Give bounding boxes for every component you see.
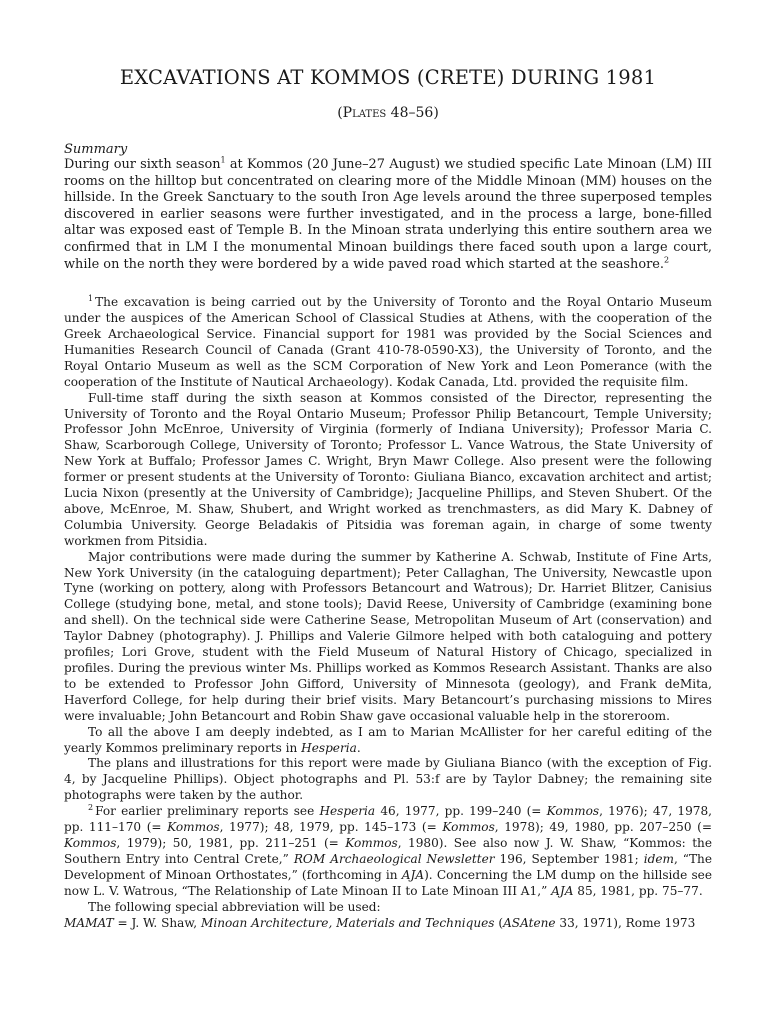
plans-paragraph: The plans and illustrations for this report were made by Giuliana Bianco (with the exception of Fig. 4, by Jacqueline Phillips). Object photographs and Pl. 53:f are by Taylor Dabney; the remaining site photographs were taken by the author. (64, 756, 712, 803)
plates-text: (Plates 48–56) (337, 105, 439, 121)
abbr-term: MAMAT (64, 915, 114, 930)
thanks-text-b: . (356, 740, 361, 755)
fn2-text-c: , 1976); 47, 1978, pp. 111–170 (= (64, 804, 712, 835)
fn2-text-k: 85, 1981, pp. 75–77. (573, 883, 703, 898)
thanks-text-a: To all the above I am deeply indebted, as I am to Marian McAllister for her careful editing of the yearly Kommos preliminary reports in (64, 724, 712, 755)
footnote-1-text: The excavation is being carried out by the University of Toronto and the Royal Ontario Museum under the auspices of the American School of Classical Studies at Athens, with the cooperation of the Greek Archaeological Service. Financial support for 1981 was provided by the Social Sciences and Humanities Research Council of Canada (Grant 410-78-0590-X3), the University of Toronto, and the Royal Ontario Museum as well as the SCM Corporation of New York and Leon Pomerance (with the cooperation of the Institute of Nautical Archaeology). Kodak Canada, Ltd. provided the requisite film. (64, 295, 712, 389)
summary-text-1: During our sixth season (64, 157, 221, 172)
fn2-aja-2: AJA (551, 883, 574, 898)
fn2-kommos-2: Kommos (167, 820, 220, 835)
abbr-text-b: ( (494, 915, 504, 930)
fn2-hesperia: Hesperia (319, 804, 376, 819)
abbr-text-a: = J. W. Shaw, (113, 915, 201, 930)
fn2-rom-newsletter: ROM Archaeological Newsletter (293, 851, 495, 866)
staff-paragraph: Full-time staff during the sixth season at Kommos consisted of the Director, representing the University of Toronto and the Royal Ontario Museum; Professor Philip Betancourt, Temple University; Professor John McEnroe, University of Virginia (formerly of Indiana University); Professor Maria C. Shaw, Scarborough College, University of Toronto; Professor L. Vance Watrous, the State University of New York at Buffalo; Professor James C. Wright, Bryn Mawr College. Also present were the following former or present students at the University of Toronto: Giuliana Bianco, excavation architect and artist; Lucia Nixon (presently at the University of Cambridge); Jacqueline Phillips, and Steven Shubert. Of the above, McEnroe, M. Shaw, Shubert, and Wright worked as trenchmasters, as did Mary K. Dabney of Columbia University. George Beladakis of Pitsidia was foreman again, in charge of some twenty workmen from Pitsidia. (64, 390, 712, 548)
abbreviation-intro: The following special abbreviation will be used: (88, 899, 381, 914)
abbreviation-entry (64, 916, 712, 932)
fn2-aja-1: AJA (401, 867, 425, 882)
article-page (64, 66, 712, 931)
fn2-text-g: , 1980). See also now J. W. Shaw, “Kommos: the Southern Entry into Central Crete,” (64, 835, 712, 866)
contributions-paragraph: Major contributions were made during the summer by Katherine A. Schwab, Institute of Fine Arts, New York University (in the cataloguing department); Peter Callaghan, The University, Newcastle upon Tyne (working on pottery, along with Professors Betancourt and Watrous); Dr. Harriet Blitzer, Canisius College (studying bone, metal, and stone tools); David Reese, University of Cambridge (examining bone and shell). On the technical side were Catherine Sease, Metropolitan Museum of Art (conservation) and Taylor Dabney (photography). J. Phillips and Valerie Gilmore helped with both cataloguing and pottery profiles; Lori Grove, student with the Field Museum of Natural History of Chicago, specialized in profiles. During the previous winter Ms. Phillips worked as Kommos Research Assistant. Thanks are also to be extended to Professor John Gifford, University of Minnesota (geology), and Frank deMita, Haverford College, for help during their brief visits. Mary Betancourt’s purchasing missions to Mires were invaluable; John Betancourt and Robin Shaw gave occasional valuable help in the storeroom. (64, 549, 712, 723)
fn2-text-h: 196, September 1981; (494, 851, 644, 866)
fn2-text-j: ). Concerning the LM dump on the hillside see now L. V. Watrous, “The Relationship of Late Minoan II to Late Minoan III A1,” (64, 867, 712, 898)
fn2-text-f: , 1979); 50, 1981, pp. 211–251 (= (116, 835, 346, 850)
footnote-ref-1: 1 (220, 155, 226, 165)
article-title: EXCAVATIONS AT KOMMOS (CRETE) DURING 1981 (119, 66, 657, 89)
fn2-kommos-5: Kommos (345, 835, 398, 850)
footnote-2 (64, 804, 712, 899)
thanks-journal: Hesperia (301, 740, 357, 755)
abbr-series: ASAtene (503, 915, 556, 930)
fn2-kommos-3: Kommos (442, 820, 495, 835)
plates-reference (64, 104, 712, 122)
footnote-1 (64, 295, 712, 390)
summary-paragraph (64, 157, 712, 273)
footnote-2-mark: 2 (88, 803, 94, 813)
fn2-text-a: For earlier preliminary reports see (95, 804, 320, 819)
fn2-idem: idem (643, 851, 674, 866)
fn2-text-d: , 1977); 48, 1979, pp. 145–173 (= (219, 820, 443, 835)
fn2-kommos-1: Kommos (546, 804, 600, 819)
footnote-ref-2: 2 (663, 255, 670, 265)
abbr-book-title: Minoan Architecture, Materials and Techniques (200, 915, 495, 930)
summary-text-2: at Kommos (20 June–27 August) we studied specific Late Minoan (LM) III rooms on the hilltop but concentrated on clearing more of the Middle Minoan (MM) houses on the hillside. In the Greek Sanctuary to the south Iron Age levels around the three superposed temples discovered in earlier seasons were further investigated, and in the process a large, bone-filled altar was exposed east of Temple B. In the Minoan strata underlying this entire southern area we confirmed that in LM I the monumental Minoan buildings there faced south upon a large court, while on the north they were bordered by a wide paved road which started at the seashore. (64, 157, 713, 272)
summary-label: Summary (64, 142, 128, 157)
footnote-1-mark: 1 (88, 294, 94, 304)
footnotes (64, 295, 712, 931)
fn2-kommos-4: Kommos (64, 835, 117, 850)
abbr-text-c: 33, 1971), Rome 1973 (555, 915, 696, 930)
fn2-text-i: , “The Development of Minoan Orthostates,” (forthcoming in (64, 851, 712, 882)
fn2-text-b: 46, 1977, pp. 199–240 (= (375, 804, 547, 819)
acknowledgement-paragraph (64, 725, 712, 757)
fn2-text-e: , 1978); 49, 1980, pp. 207–250 (= (494, 820, 712, 835)
